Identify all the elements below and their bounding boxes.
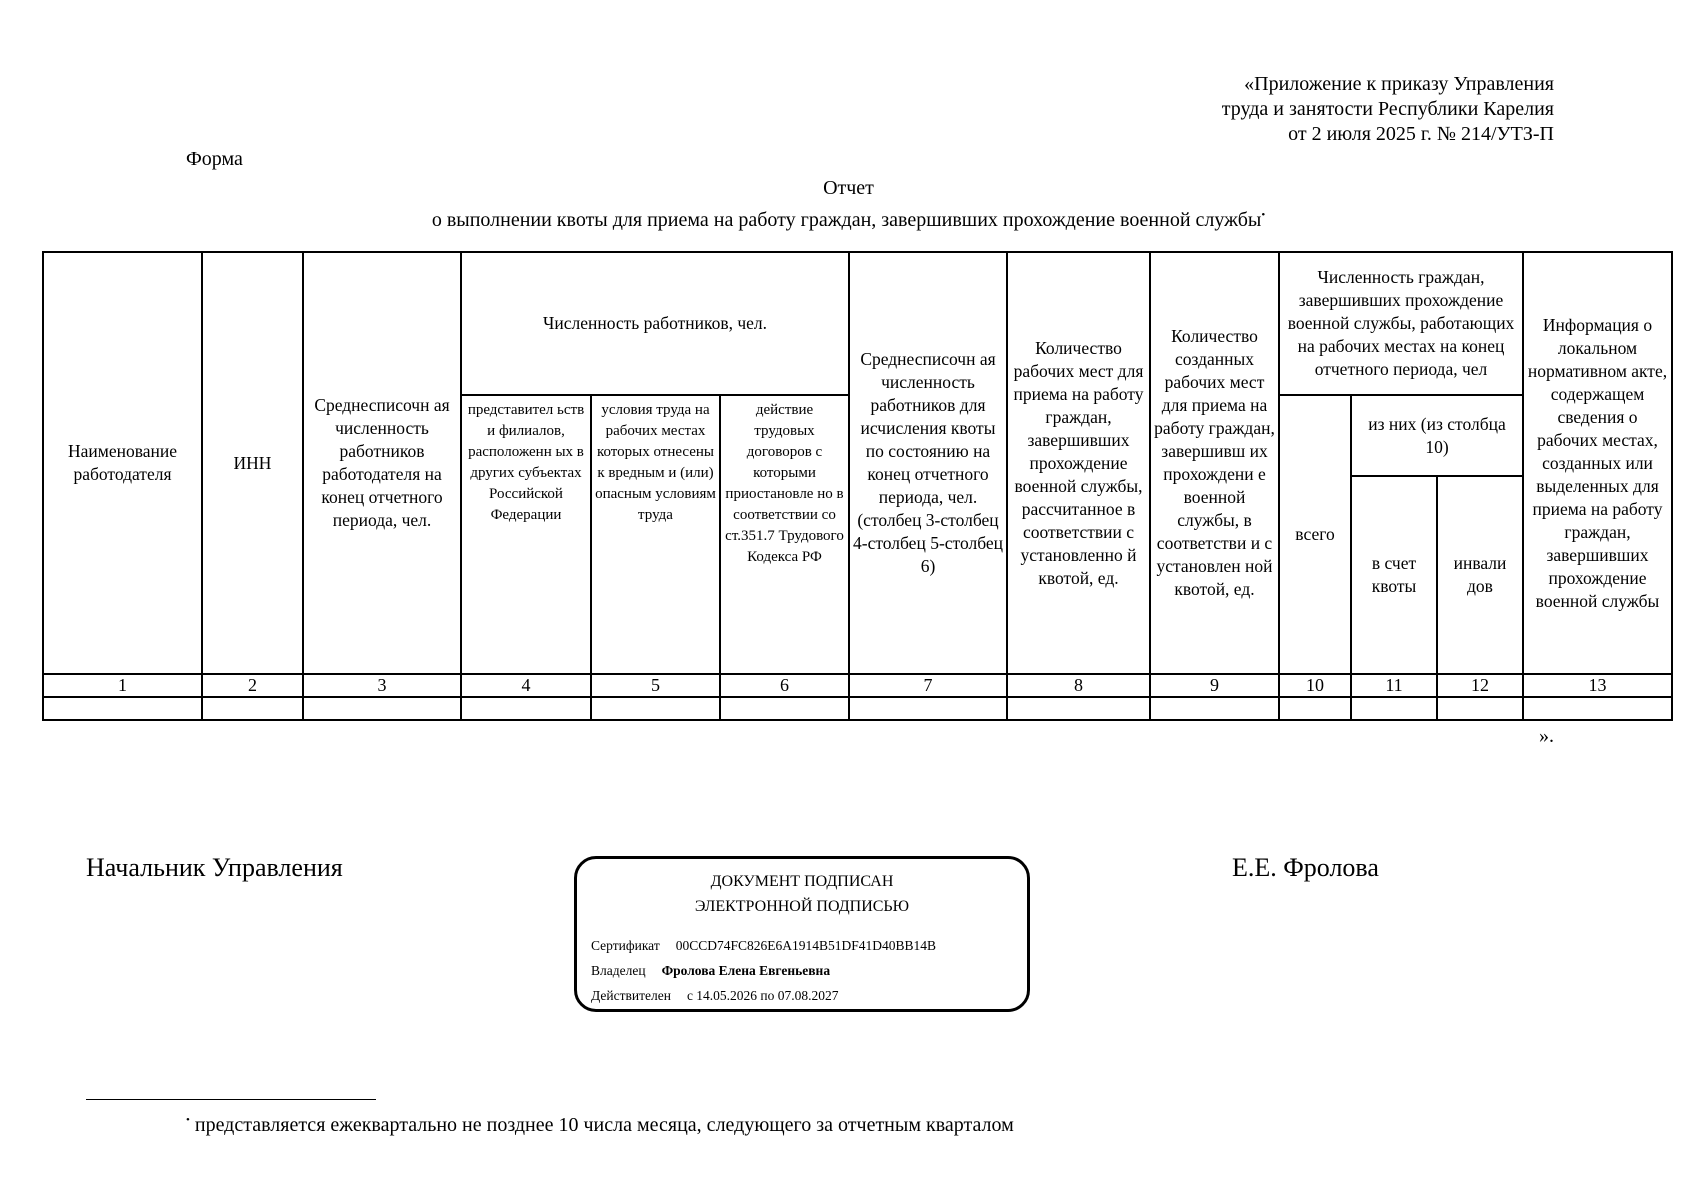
header-created-places: Количество созданных рабочих мест для приема на работу граждан, завершивш их прохождени е военной службы, в соответстви и с установлен ной квотой, ед.	[1150, 252, 1279, 674]
header-local-act: Информация о локальном нормативном акте, содержащем сведения о рабочих местах, созданных или выделенных для приема на работу граждан, завершивших прохождение военной службы	[1523, 252, 1672, 674]
table-cell	[1351, 697, 1437, 720]
column-number: 1	[43, 674, 202, 697]
stamp-owner-label: Владелец	[591, 963, 646, 978]
column-number: 8	[1007, 674, 1150, 697]
form-label: Форма	[186, 148, 243, 170]
header-of-them-group: из них (из столбца 10)	[1351, 395, 1523, 476]
table-cell	[461, 697, 591, 720]
footnote-marker: •	[1261, 209, 1266, 221]
table-cell	[591, 697, 720, 720]
quote-end: ».	[1539, 725, 1554, 747]
column-number: 11	[1351, 674, 1437, 697]
header-employer: Наименование работодателя	[43, 252, 202, 674]
column-number: 7	[849, 674, 1007, 697]
header-quota-base: Среднесписочн ая численность работников для исчисления квоты по состоянию на конец отчетного периода, чел. (столбец 3-столбец 4-столбец 5-столбец 6)	[849, 252, 1007, 674]
table-cell	[849, 697, 1007, 720]
table-cell	[303, 697, 461, 720]
table-cell	[1007, 697, 1150, 720]
column-number: 10	[1279, 674, 1351, 697]
stamp-certificate-label: Сертификат	[591, 938, 660, 953]
report-title-line1: Отчет	[823, 177, 874, 199]
header-avg-headcount: Среднесписочн ая численность работников работодателя на конец отчетного периода, чел.	[303, 252, 461, 674]
header-suspended: действие трудовых договоров с которыми приостановле но в соответствии со ст.351.7 Трудового Кодекса РФ	[720, 395, 849, 674]
appendix-reference	[1222, 72, 1554, 147]
stamp-certificate-value: 00CCD74FC826E6A1914B51DF41D40BB14B	[675, 938, 937, 953]
header-total: всего	[1279, 395, 1351, 674]
table-cell	[1150, 697, 1279, 720]
stamp-certificate	[591, 938, 936, 954]
report-title-text: о выполнении квоты для приема на работу граждан, завершивших прохождение военной службы	[431, 209, 1262, 231]
column-number-row	[43, 674, 1672, 697]
column-number: 4	[461, 674, 591, 697]
appendix-line: от 2 июля 2025 г. № 214/УТЗ-П	[1288, 123, 1554, 145]
table-cell	[1279, 697, 1351, 720]
stamp-validity-label: Действителен	[591, 988, 671, 1003]
report-table	[42, 251, 1673, 721]
column-number: 13	[1523, 674, 1672, 697]
stamp-validity-value: с 14.05.2026 по 07.08.2027	[686, 988, 839, 1003]
header-quota-places: Количество рабочих мест для приема на работу граждан, завершивших прохождение военной службы, рассчитанное в соответствии с установленно й квотой, ед.	[1007, 252, 1150, 674]
table-cell	[1437, 697, 1523, 720]
table-cell	[720, 697, 849, 720]
column-number: 5	[591, 674, 720, 697]
report-title-line2	[0, 202, 1697, 234]
appendix-line: «Приложение к приказу Управления	[1244, 73, 1554, 95]
report-title	[0, 175, 1697, 234]
stamp-validity	[591, 988, 839, 1004]
column-number: 3	[303, 674, 461, 697]
empty-data-row	[43, 697, 1672, 720]
stamp-title-line2: ЭЛЕКТРОННОЙ ПОДПИСЬЮ	[694, 898, 910, 915]
footnote-divider	[86, 1099, 376, 1100]
signer-title: Начальник Управления	[86, 853, 343, 882]
table-cell	[43, 697, 202, 720]
stamp-owner	[591, 963, 830, 979]
header-disabled: инвали дов	[1437, 476, 1523, 674]
footnote	[186, 1114, 1014, 1137]
footnote-mark: •	[186, 1114, 190, 1126]
header-in-quota: в счет квоты	[1351, 476, 1437, 674]
column-number: 2	[202, 674, 303, 697]
header-workers-group: Численность работников, чел.	[461, 252, 849, 395]
appendix-line: труда и занятости Республики Карелия	[1221, 98, 1554, 120]
column-number: 12	[1437, 674, 1523, 697]
table-cell	[1523, 697, 1672, 720]
column-number: 9	[1150, 674, 1279, 697]
table-cell	[202, 697, 303, 720]
stamp-owner-value: Фролова Елена Евгеньевна	[661, 963, 831, 978]
header-employed-group: Численность граждан, завершивших прохождение военной службы, работающих на рабочих местах на конец отчетного периода, чел	[1279, 252, 1523, 395]
column-number: 6	[720, 674, 849, 697]
signer-name: Е.Е. Фролова	[1232, 853, 1379, 882]
footnote-text: представляется ежеквартально не позднее 10 числа месяца, следующего за отчетным кварталом	[189, 1114, 1014, 1136]
header-inn: ИНН	[202, 252, 303, 674]
electronic-signature-stamp	[574, 856, 1030, 1012]
stamp-title-line1: ДОКУМЕНТ ПОДПИСАН	[710, 873, 894, 890]
header-branches: представител ьств и филиалов, расположенн ых в других субъектах Российской Федерации	[461, 395, 591, 674]
header-hazardous: условия труда на рабочих местах которых отнесены к вредным и (или) опасным условиям труда	[591, 395, 720, 674]
stamp-title	[577, 869, 1027, 919]
